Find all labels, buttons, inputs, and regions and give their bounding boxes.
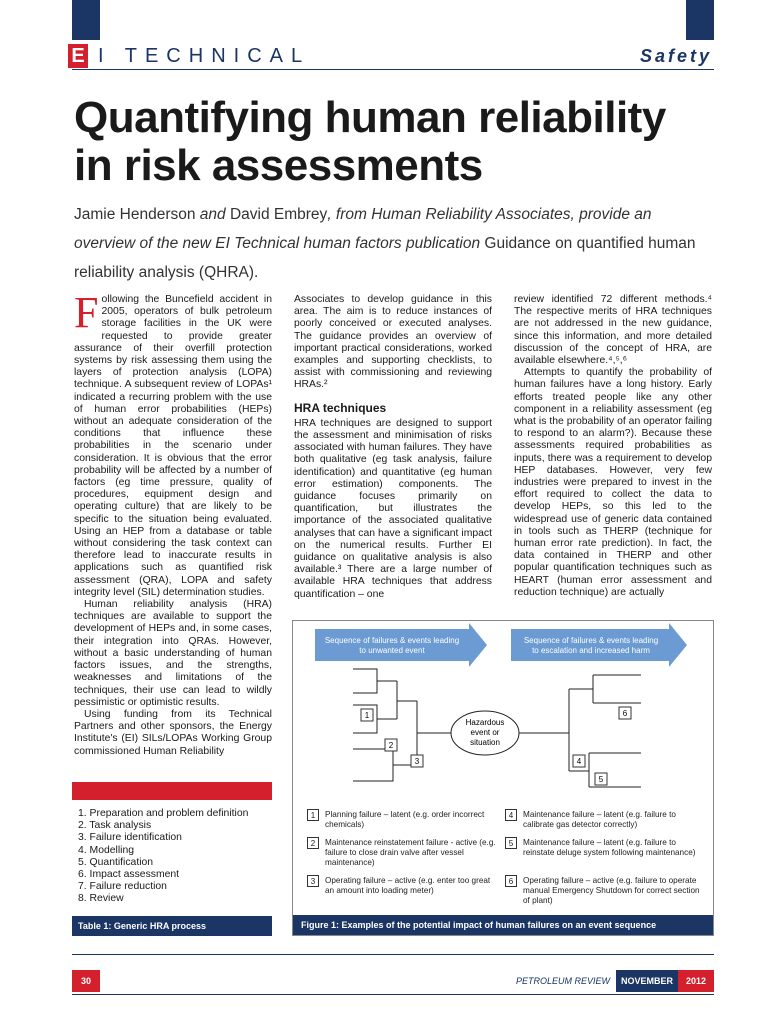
box-6: 6: [622, 709, 628, 718]
legend-num-3: 3: [307, 875, 319, 887]
standfirst: [74, 200, 714, 287]
legend-text-5: Maintenance failure – latent (e.g. failure to reinstate deluge system following maintenance): [523, 838, 696, 857]
hazardous-event-label: Hazardous event or situation: [465, 718, 505, 747]
box-3: 3: [414, 757, 420, 766]
legend-num-6: 6: [505, 875, 517, 887]
legend-text-3: Operating failure – active (e.g. enter too great an amount into loading meter): [325, 876, 491, 895]
box-2: 2: [388, 741, 394, 750]
table-1-header-bar: [72, 782, 272, 800]
issue-month: NOVEMBER: [616, 970, 678, 992]
list-item: 8. Review: [78, 893, 124, 905]
col1-para-2: Human reliability analysis (HRA) techniques are available to support the development of HEPs and, in some cases, their integration into QRAs. However, without a basic understanding of human factors issues, and the strengths, weaknesses and limitations of the techniques, their use can lead to wildly pessimistic or optimistic results.: [74, 599, 272, 708]
list-item: 4. Modelling: [78, 844, 135, 856]
hra-process-list: [72, 800, 272, 906]
arrow-right-shape: [511, 623, 687, 667]
legend-num-5: 5: [505, 837, 517, 849]
table-1: [72, 782, 272, 936]
table-1-caption: Table 1: Generic HRA process: [72, 916, 272, 936]
col1-para-1: [74, 288, 272, 599]
col2-para-1: Associates to develop guidance in this area. The aim is to reduce instances of poorly conceived or executed analyses. The guidance provides an overview of important practical considerations, worked examples and supporting checklists, to assist with commissioning and reviewing HRAs.²: [294, 294, 492, 391]
legend-num-4: 4: [505, 809, 517, 821]
standfirst-from: , from Human Reliability Associates, provide an overview of the new EI Technical human factors publication: [74, 206, 652, 252]
section-label: I TECHNICAL: [98, 45, 311, 67]
standfirst-and: and: [195, 206, 230, 223]
category-label: Safety: [639, 46, 712, 66]
section-heading-hra-techniques: HRA techniques: [294, 400, 387, 415]
list-item: 5. Quantification: [78, 856, 154, 868]
legend-num-2: 2: [307, 837, 319, 849]
publication-title: PETROLEUM REVIEW: [515, 976, 610, 986]
box-5: 5: [598, 775, 604, 784]
list-item: 1. Preparation and problem definition: [78, 808, 249, 819]
legend-text-6: Operating failure – active (e.g. failure to operate manual Emergency Shutdown for correct section of plant): [523, 876, 700, 905]
author-1: Jamie Henderson: [74, 206, 196, 223]
arrow-left-label: Sequence of failures & events leading to unwanted event: [324, 636, 460, 655]
box-4: 4: [576, 757, 582, 766]
left-tree-lines: [353, 669, 451, 781]
legend-text-1: Planning failure – latent (e.g. order incorrect chemicals): [325, 810, 485, 829]
ei-logo: E: [68, 44, 88, 68]
column-3: [514, 294, 712, 599]
figure-1-caption: Figure 1: Examples of the potential impact of human failures on an event sequence: [293, 915, 713, 935]
legend-text-4: Maintenance failure – latent (e.g. failure to calibrate gas detector correctly): [523, 810, 676, 829]
right-tree-lines: [519, 675, 641, 787]
top-left-bar: [72, 0, 100, 40]
drop-cap: F: [74, 288, 99, 337]
arrow-right-label: Sequence of failures & events leading to escalation and increased harm: [523, 636, 659, 655]
top-right-bar: [686, 0, 714, 40]
list-item: 6. Impact assessment: [78, 869, 180, 881]
issue-year: 2012: [678, 970, 714, 992]
column-2: [294, 294, 492, 601]
publication-name: Guidance on quantified human reliability analysis (QHRA).: [74, 235, 696, 281]
footer-rule: [72, 954, 714, 955]
col1-para-3: Using funding from its Technical Partners and other sponsors, the Energy Institute's (EI) SILs/LOPAs Working Group commissioned Human Reliability: [74, 708, 272, 757]
col3-para-2: Attempts to quantify the probability of human failures have a long history. Early efforts treated people like any other component in a reliability assessment (eg what is the probability of an operator failing to respond to an alarm?). Because these assessments required probabilities as inputs, there was a requirement to develop HEP databases. However, very few industries were prepared to invest in the effort required to collect the data to develop HEPs, so this led to the widespread use of generic data contained in tools such as THERP (technique for human error rate prediction). In fact, the data contained in THERP and other popular quantification techniques such as HEART (human error assessment and reduction technique) are actually: [514, 367, 712, 598]
author-2: David Embrey: [229, 206, 328, 223]
figure-1: [292, 620, 714, 936]
legend-text-2: Maintenance reinstatement failure - active (e.g. failure to close drain valve after vessel maintenance): [325, 838, 496, 867]
col2-para-2: HRA techniques are designed to support the assessment and minimisation of risks associated with human failures. They have both qualitative (eg task analysis, failure identification) and quantitative (eg human error estimation) components. The guidance focuses primarily on quantification, but illustrates the importance of the associated qualitative analyses that can have a significant impact on the numerical results. Further EI guidance on qualitative analysis is also available.³ There are a large number of available HRA techniques that address quantification – one: [294, 417, 492, 600]
arrow-left-shape: [315, 623, 487, 667]
legend-num-1: 1: [307, 809, 319, 821]
column-1: [74, 288, 272, 758]
col3-para-1: review identified 72 different methods.⁴ The respective merits of HRA techniques are not addressed in the new guidance, since this information, and more detailed discussion of the concept of HRA, are available elsewhere.⁴,⁵,⁶: [514, 294, 712, 367]
footer-bottom-rule: [72, 994, 714, 995]
page-number: 30: [72, 970, 100, 992]
box-1: 1: [364, 711, 370, 720]
article-title: Quantifying human reliability in risk assessments: [74, 93, 666, 190]
list-item: 7. Failure reduction: [78, 881, 167, 893]
col1-para-1-text: ollowing the Buncefield accident in 2005, operators of bulk petroleum storage facilities in the UK were requested to provide greater assurance of their overfill protection systems by risk assessing them using the layers of protection analysis (LOPA) technique. A subsequent review of LOPAs¹ indicated a recurring problem with the use of human error probabilities (HEPs) without an adequate consideration of the conditions that influence these probabilities in the scenario under consideration. It is obvious that the error probability will be affected by a number of factors (eg time pressure, quality of procedures, equipment design and operating culture) that are likely to be specific to the situation being evaluated. Using an HEP from a database or table without considering the task context can therefore lead to inaccurate results in applications such as quantified risk assessment (QRA), LOPA and safety integrity level (SIL) determination studies.: [74, 294, 272, 598]
list-item: 2. Task analysis: [78, 820, 152, 832]
list-item: 3. Failure identification: [78, 832, 182, 844]
header-rule: [72, 69, 714, 70]
